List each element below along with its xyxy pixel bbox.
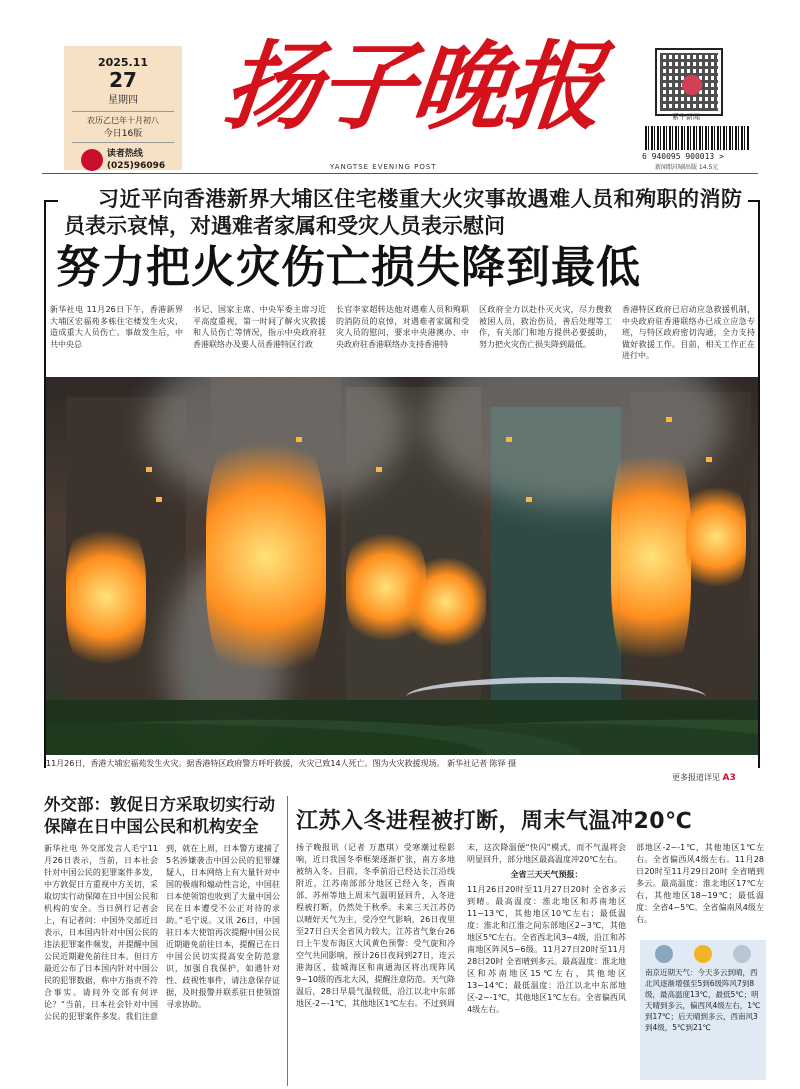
qr-caption: 紫牛新闻 [672,113,700,121]
forecast-body: 11月26日20时至11月27日20时 全省多云到晴。最高温度：淮北地区和苏南地区11~13℃，其他地区10℃左右；最低温度：淮北和江淮之间东部地区2~3℃，其他地区5℃左右。全省西北风3~4级，沿江和苏南地区阵风5~6级。11月27日20时至11月28日20时 全省晴到多云。最高温度：淮北地区和苏南地区15℃左右，其他地区13~14℃；最低温度：沿江以北中东部地区-2~-1℃，其他地区1℃左右。全省偏西风4级左右。 [467,885,626,1014]
lead-column: 区政府全力以赴扑灭火灾，尽力搜救被困人员，救治伤员，善后处理等工作，有关部门和地方提供必要援助，努力把火灾伤亡损失降到最低。 [479,305,612,349]
lead-column: 香港特区政府已启动应急救援机制，中央政府驻香港联络办已成立应急专班，与特区政府密切沟通，全力支持做好救援工作。目前，相关工作正在进行中。 [622,305,755,360]
forecast-title: 全省三天天气预报： [510,870,583,879]
lead-headline[interactable]: 努力把火灾伤亡损失降到最低 [56,242,641,293]
hotline-label: 读者热线 [106,149,143,159]
more-page: A3 [722,773,736,783]
lead-body [50,304,755,374]
masthead-divider [42,173,758,174]
lead-kicker: 习近平向香港新界大埔区住宅楼重大火灾事故遇难人员和殉职的消防员表示哀悼，对遇难者家属和受灾人员表示慰问 [58,186,748,240]
qr-logo-icon [682,75,702,95]
story3-body: 扬子晚报讯（记者 万惠琪）受寒潮过程影响，近日我国冬季框架逐渐扩张，南方多地被纳入冬。目前，冬季前沿已经达长江沿线附近，江苏南部部分地区已经入冬，西南部、苏州等地上周末气温明显回升，入冬进程被打断，仍然处于秋季。未来三天江苏仍以晴好天气为主，受冷空气影响，26日夜里至27日白天全省风力较大，江苏省气象台26日上午发布海区大风黄色预警：受气旋和冷空气共同影响，预计26日夜间到27日，连云港海区、盐城海区和南通海区将出现阵风9~10级的西北大风，提醒注意防范。天气降温后，28日早晨气温较低，沿江以北中东部地区-2~-1℃，其他地区1℃左右。不过到周末，这次降温便“快闪”模式，而不气温将会明显回升，部分地区最高温度冲20℃左右。 全省三天天气预报： 11月26日20时至11月27日20时 全省多云到晴。最高温度：淮北地区和苏南地区11~13℃，其他地区10℃左右；最低温度：淮北和江淮之间东部地区2~3℃，其他地区5℃左右。全省西北风3~4级，沿江和苏南地区阵风5~6级。11月27日20时至11月28日20时 全省晴到多云。最高温度：淮北地区和苏南地区15℃左右，其他地区13~14℃；最低温度：沿江以北中东部地区-2~-1℃，其他地区1℃左右。全省偏西风4级左右。 [296,843,626,1014]
masthead-title: 扬子晚报 [218,30,607,143]
weather-text: 南京近期天气：今天多云到晴，西北风逐渐增强至5到6级阵风7到8级，最高温度13℃，最低5℃；明天晴到多云，偏西风4级左右，1℃到17℃；后天晴到多云，西南风3到4级，5℃到21℃ [645,968,761,1032]
column-divider [287,796,288,1086]
masthead-english: YANGTSE EVENING POST [330,163,437,171]
barcode [645,126,750,150]
rain-icon [655,945,673,963]
qr-code[interactable] [655,48,723,116]
more-reports[interactable] [672,772,736,783]
story3-headline[interactable]: 江苏入冬进程被打断，周末气温冲20℃ [296,809,693,834]
barcode-number: 6 940095 900013 > [642,152,724,161]
hotline-number: (025)96096 [106,161,166,171]
issue-day: 27 [109,68,137,92]
page-count: 今日16版 [72,126,174,143]
lead-column: 长官李家超转达他对遇难人员和殉职的消防员的哀悼，对遇难者家属和受灾人员的慰问，要求中央港澳办、中央政府驻香港联络办支持香港特 [336,305,469,349]
date-box [64,46,182,170]
issue-weekday: 星期四 [108,95,138,106]
story3-column3: 部地区-2~-1℃，其他地区1℃左右。全省偏西风4级左右。11月28日20时至11月29日20时 全省晴到多云。最高温度：淮北地区17℃左右，其他地区18~19℃；最低温度：全省4~5℃。全省偏南风4级左右。 [636,843,764,924]
more-label: 更多报道详见 [672,773,720,782]
cloud-icon [733,945,751,963]
hotline-logo-icon [81,149,103,171]
barcode-caption: 新闻纸印刷出版 14.5元 [655,164,719,171]
sun-icon [694,945,712,963]
reader-hotline [64,148,182,172]
story2-body: 新华社电 外交部发言人毛宁11月26日表示，当前，日本社会针对中国公民的犯罪案件多发，中方敦促日方重视中方关切，采取切实行动保障在日中国公民和机构的安全。当日例行记者会上，有记者问：中国外交部近日表示，日本国内针对中国公民的违法犯罪案件频发，并提醒中国公民近期避免前往日本。但日方最近公布了日本国内针对中国公民的犯罪数据，称中方指责不符合事实。请问外交部有何评论？“当前，日本社会针对中国公民的犯罪案件多发。我们注意到，就在上周，日本警方逮捕了5名涉嫌袭击中国公民的犯罪嫌疑人，日本网络上有大量针对中国的极端和煽动性言论，中国驻日本使领馆也收到了大量中国公民在日本遭受不公正对待的求助。”毛宁说。又讯 26日，中国驻日本大使馆再次提醒中国公民近期避免前往日本，提醒已在日中国公民切实提高安全防范意识，加强自我保护，如遇针对性、歧视性事件，请注意保存证据，及时报警并联系驻日使领馆寻求协助。 [44,844,280,1021]
weather-box [640,940,766,1080]
lead-column: 书记、国家主席、中央军委主席习近平高度重视，第一时间了解火灾救援和人员伤亡等情况，指示中央政府驻香港联络办及要人员香港特区行政 [193,305,326,349]
lunar-date: 农历乙巳年十月初八 [72,111,174,126]
issue-date: 2025.11 [97,56,149,69]
fire-photo[interactable] [46,377,758,755]
lead-column: 新华社电 11月26日下午，香港新界大埔区宏福苑多栋住宅楼发生火灾，造成重大人员伤亡。事故发生后，中共中央总 [50,305,183,349]
photo-caption: 11月26日，香港大埔宏福苑发生火灾。据香港特区政府警方呼吁救援，火灾已致14人死亡。图为火灾救援现场。 新华社记者 陈铎 摄 [46,759,517,768]
story2-headline[interactable]: 外交部：敦促日方采取切实行动 保障在日中国公民和机构安全 [44,795,275,836]
